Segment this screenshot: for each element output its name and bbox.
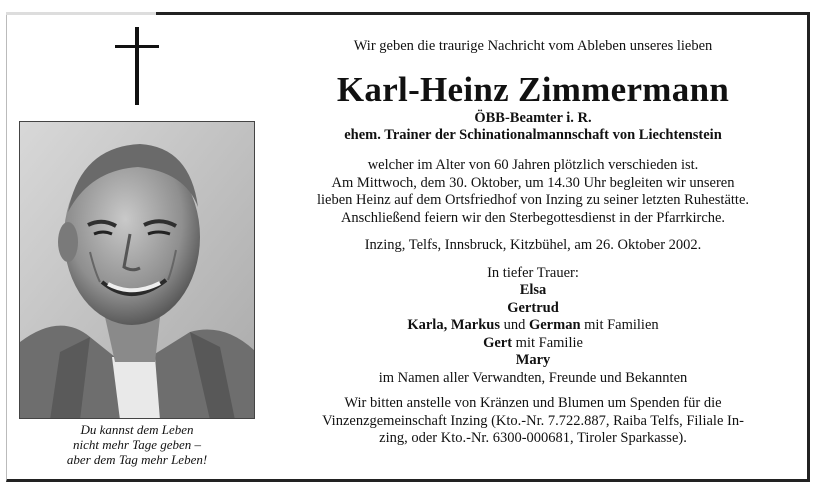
quote-text <box>19 422 255 467</box>
mourner-conjunction: und <box>499 317 529 333</box>
quote-line: Du kannst dem Leben <box>80 422 194 437</box>
mourner-name: Karla, Markus <box>407 317 500 333</box>
mourner-name: Gertrud <box>507 299 559 316</box>
intro-line: Wir geben die traurige Nachricht vom Ableben unseres lieben <box>353 38 713 54</box>
frame-edge <box>6 12 156 15</box>
quote-line: nicht mehr Tage geben – <box>72 437 202 452</box>
request-line: zing, oder Kto.-Nr. 6300-000681, Tiroler Sparkasse). <box>379 430 687 446</box>
deceased-name: Karl-Heinz Zimmermann <box>336 70 730 109</box>
quote-line: aber dem Tag mehr Leben! <box>66 452 208 467</box>
mourner-line <box>268 317 798 335</box>
place-date: Inzing, Telfs, Innsbruck, Kitzbühel, am 26. Oktober 2002. <box>364 237 702 253</box>
mourning-heading: In tiefer Trauer: <box>487 264 579 281</box>
mourner-suffix: mit Familien <box>580 317 659 333</box>
request-line: Vinzenzgemeinschaft Inzing (Kto.-Nr. 7.722.887, Raiba Telfs, Filiale In- <box>322 412 744 429</box>
title-line: ÖBB-Beamter i. R. <box>474 110 592 126</box>
mourner-name: Gert <box>483 334 513 351</box>
title-line: ehem. Trainer der Schinationalmannschaft von Liechtenstein <box>344 127 722 143</box>
mourner-name: Mary <box>515 352 551 368</box>
mourner-name: Elsa <box>519 282 547 298</box>
request-line: Wir bitten anstelle von Kränzen und Blumen um Spenden für die <box>344 395 722 411</box>
portrait-photo <box>19 121 255 419</box>
obituary-text <box>268 38 798 448</box>
relatives-line: im Namen aller Verwandten, Freunde und Bekannten <box>378 369 688 386</box>
mourner-suffix: mit Familie <box>512 334 583 351</box>
cross-icon <box>115 27 159 105</box>
mourner-line <box>268 335 798 353</box>
body-line: lieben Heinz auf dem Ortsfriedhof von Inzing zu seiner letzten Ruhestätte. <box>316 192 750 208</box>
body-line: welcher im Alter von 60 Jahren plötzlich verschieden ist. <box>367 157 699 173</box>
mourner-name: German <box>528 317 581 333</box>
body-line: Am Mittwoch, dem 30. Oktober, um 14.30 Uhr begleiten wir unseren <box>331 174 735 191</box>
body-line: Anschließend feiern wir den Sterbegottesdienst in der Pfarrkirche. <box>340 209 726 226</box>
